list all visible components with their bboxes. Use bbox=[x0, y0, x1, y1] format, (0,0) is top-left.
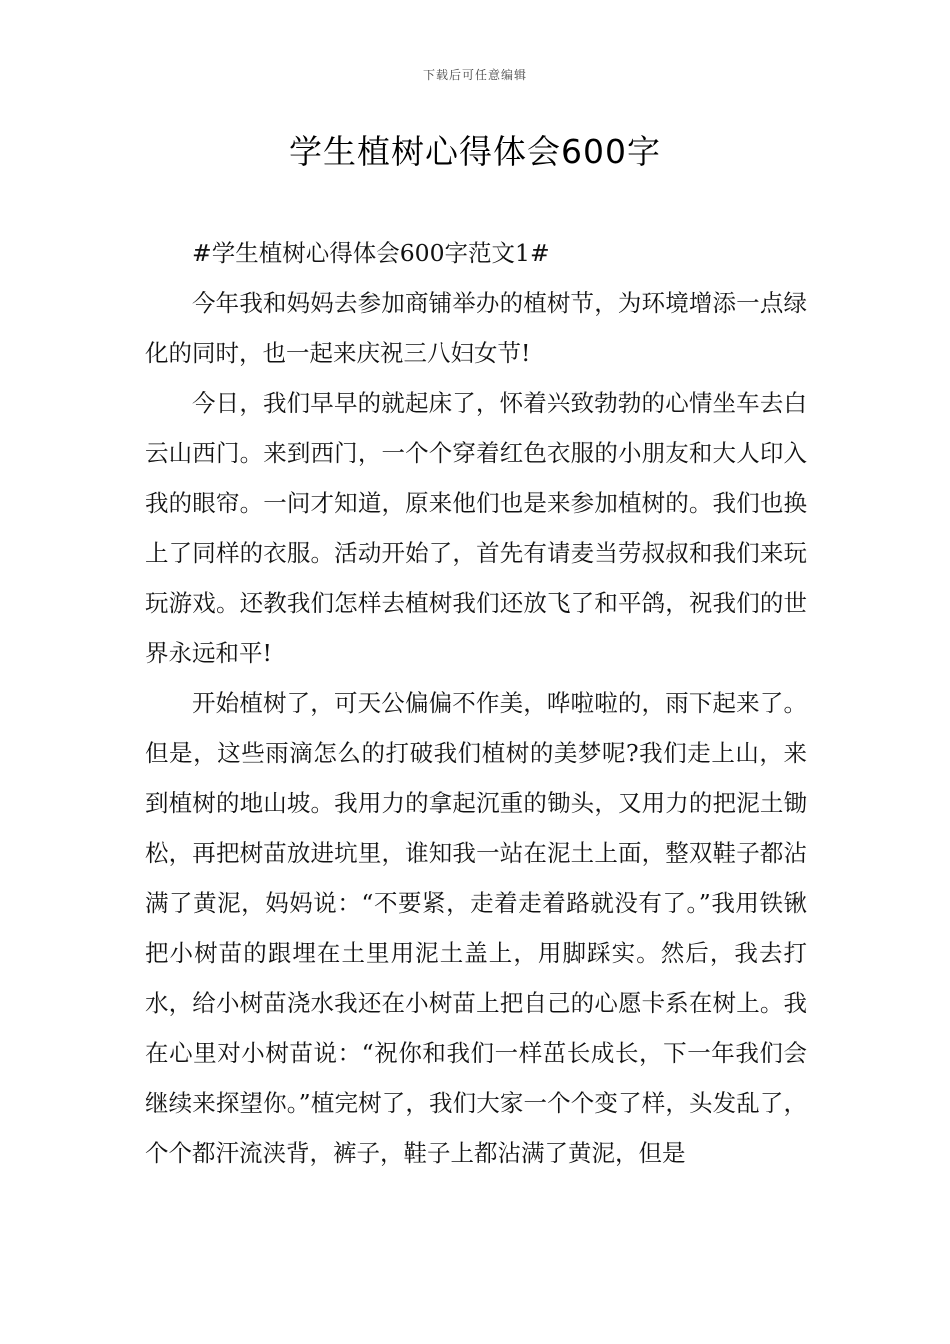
paragraph: 今日，我们早早的就起床了，怀着兴致勃勃的心情坐车去白云山西门。来到西门，一个个穿着红色衣服的小朋友和大人印入我的眼帘。一问才知道，原来他们也是来参加植树的。我们也换上了同样的衣服。活动开始了，首先有请麦当劳叔叔和我们来玩玩游戏。还教我们怎样去植树我们还放飞了和平鸽，祝我们的世界永远和平! bbox=[145, 389, 807, 667]
paragraph: 开始植树了，可天公偏偏不作美，哗啦啦的，雨下起来了。但是，这些雨滴怎么的打破我们植树的美梦呢?我们走上山，来到植树的地山坡。我用力的拿起沉重的锄头，又用力的把泥土锄松，再把树苗放进坑里，谁知我一站在泥土上面，整双鞋子都沾满了黄泥，妈妈说：“不要紧，走着走着路就没有了。”我用铁锹把小树苗的跟埋在土里用泥土盖上，用脚踩实。然后，我去打水，给小树苗浇水我还在小树苗上把自己的心愿卡系在树上。我在心里对小树苗说：“祝你和我们一样茁长成长，下一年我们会继续来探望你。”植完树了，我们大家一个个变了样，头发乱了，个个都汗流浃背，裤子，鞋子上都沾满了黄泥，但是 bbox=[145, 689, 807, 1167]
document-title: 学生植树心得体会600字 bbox=[289, 132, 661, 171]
page-header-note: 下载后可任意编辑 bbox=[422, 68, 527, 82]
paragraph: 今年我和妈妈去参加商铺举办的植树节，为环境增添一点绿化的同时，也一起来庆祝三八妇女节! bbox=[145, 289, 807, 367]
document-body bbox=[145, 228, 807, 1178]
section-heading: #学生植树心得体会600字范文1# bbox=[192, 239, 550, 267]
